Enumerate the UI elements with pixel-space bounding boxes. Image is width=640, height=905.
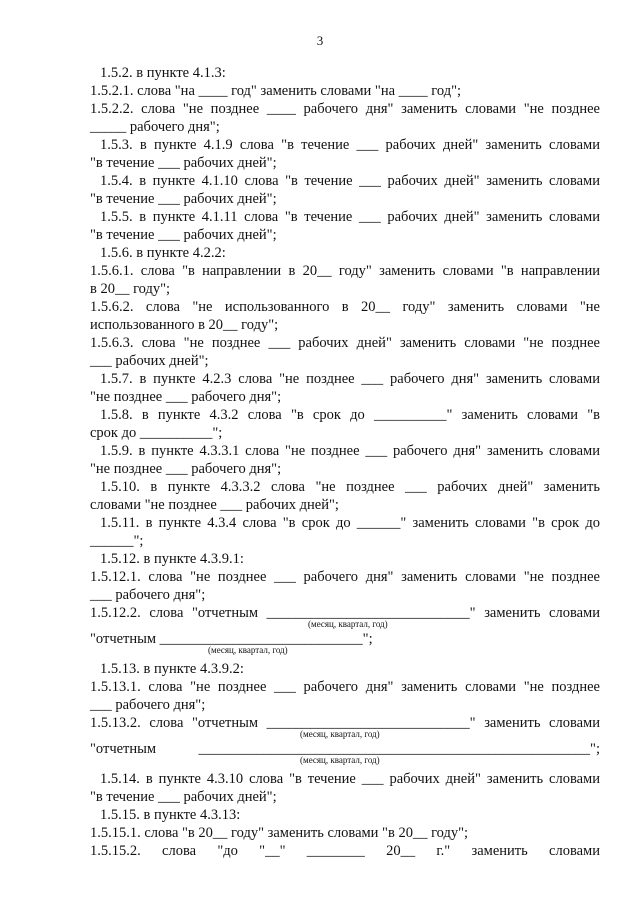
text-line-30: ___ рабочего дня";: [90, 587, 206, 603]
text-line-20: 1.5.8. в пункте 4.3.2 слова "в срок до __________" заменить словами "в: [100, 407, 600, 423]
text-line-6: "в течение ___ рабочих дней";: [90, 155, 277, 171]
text-line-37: "отчетным ______________________________________________________";: [90, 741, 600, 757]
text-line-38: 1.5.14. в пункте 4.3.10 слова "в течение ___ рабочих дней" заменить словами: [100, 771, 600, 787]
text-line-36: 1.5.13.2. слова "отчетным ____________________________" заменить словами: [90, 715, 600, 731]
text-line-7: 1.5.4. в пункте 4.1.10 слова "в течение ___ рабочих дней" заменить словами: [100, 173, 600, 189]
text-line-10: "в течение ___ рабочих дней";: [90, 227, 277, 243]
text-line-2: 1.5.2.1. слова "на ____ год" заменить словами "на ____ год";: [90, 83, 462, 99]
field-caption-1: (месяц, квартал, год): [308, 619, 388, 629]
text-line-13: в 20__ году";: [90, 281, 171, 297]
text-line-28: 1.5.12. в пункте 4.3.9.1:: [100, 551, 244, 567]
text-line-42: 1.5.15.2. слова "до "__" ________ 20__ г." заменить словами: [90, 843, 600, 859]
text-line-25: словами "не позднее ___ рабочих дней";: [90, 497, 339, 513]
page-number: 3: [316, 33, 324, 48]
text-line-11: 1.5.6. в пункте 4.2.2:: [100, 245, 226, 261]
text-line-24: 1.5.10. в пункте 4.3.3.2 слова "не позднее ___ рабочих дней" заменить: [100, 479, 600, 495]
text-line-18: 1.5.7. в пункте 4.2.3 слова "не позднее ___ рабочего дня" заменить словами: [100, 371, 600, 387]
text-line-23: "не позднее ___ рабочего дня";: [90, 461, 282, 477]
text-line-34: 1.5.13.1. слова "не позднее ___ рабочего дня" заменить словами "не позднее: [90, 679, 600, 695]
text-line-29: 1.5.12.1. слова "не позднее ___ рабочего дня" заменить словами "не позднее: [90, 569, 600, 585]
text-line-15: использованного в 20__ году";: [90, 317, 279, 333]
text-line-26: 1.5.11. в пункте 4.3.4 слова "в срок до ______" заменить словами "в срок до: [100, 515, 600, 531]
text-line-4: _____ рабочего дня";: [90, 119, 220, 135]
text-line-33: 1.5.13. в пункте 4.3.9.2:: [100, 661, 244, 677]
field-caption-3: (месяц, квартал, год): [300, 729, 380, 739]
field-caption-2: (месяц, квартал, год): [208, 645, 288, 655]
text-line-8: "в течение ___ рабочих дней";: [90, 191, 277, 207]
text-line-5: 1.5.3. в пункте 4.1.9 слова "в течение ___ рабочих дней" заменить словами: [100, 137, 600, 153]
text-line-1: 1.5.2. в пункте 4.1.3:: [100, 65, 226, 81]
text-line-21: срок до __________";: [90, 425, 223, 441]
field-caption-4: (месяц, квартал, год): [300, 755, 380, 765]
text-line-27: ______";: [90, 533, 144, 549]
text-line-14: 1.5.6.2. слова "не использованного в 20__ году" заменить словами "не: [90, 299, 600, 315]
text-line-41: 1.5.15.1. слова "в 20__ году" заменить словами "в 20__ году";: [90, 825, 469, 841]
text-line-35: ___ рабочего дня";: [90, 697, 206, 713]
text-line-32: "отчетным ____________________________";: [90, 631, 373, 647]
text-line-39: "в течение ___ рабочих дней";: [90, 789, 277, 805]
text-line-12: 1.5.6.1. слова "в направлении в 20__ году" заменить словами "в направлении: [90, 263, 600, 279]
text-line-40: 1.5.15. в пункте 4.3.13:: [100, 807, 241, 823]
text-line-31: 1.5.12.2. слова "отчетным ____________________________" заменить словами: [90, 605, 600, 621]
text-line-9: 1.5.5. в пункте 4.1.11 слова "в течение ___ рабочих дней" заменить словами: [100, 209, 600, 225]
text-line-19: "не позднее ___ рабочего дня";: [90, 389, 282, 405]
text-line-22: 1.5.9. в пункте 4.3.3.1 слова "не позднее ___ рабочего дня" заменить словами: [100, 443, 600, 459]
text-line-17: ___ рабочих дней";: [90, 353, 209, 369]
text-line-16: 1.5.6.3. слова "не позднее ___ рабочих дней" заменить словами "не позднее: [90, 335, 600, 351]
text-line-3: 1.5.2.2. слова "не позднее ____ рабочего дня" заменить словами "не позднее: [90, 101, 600, 117]
